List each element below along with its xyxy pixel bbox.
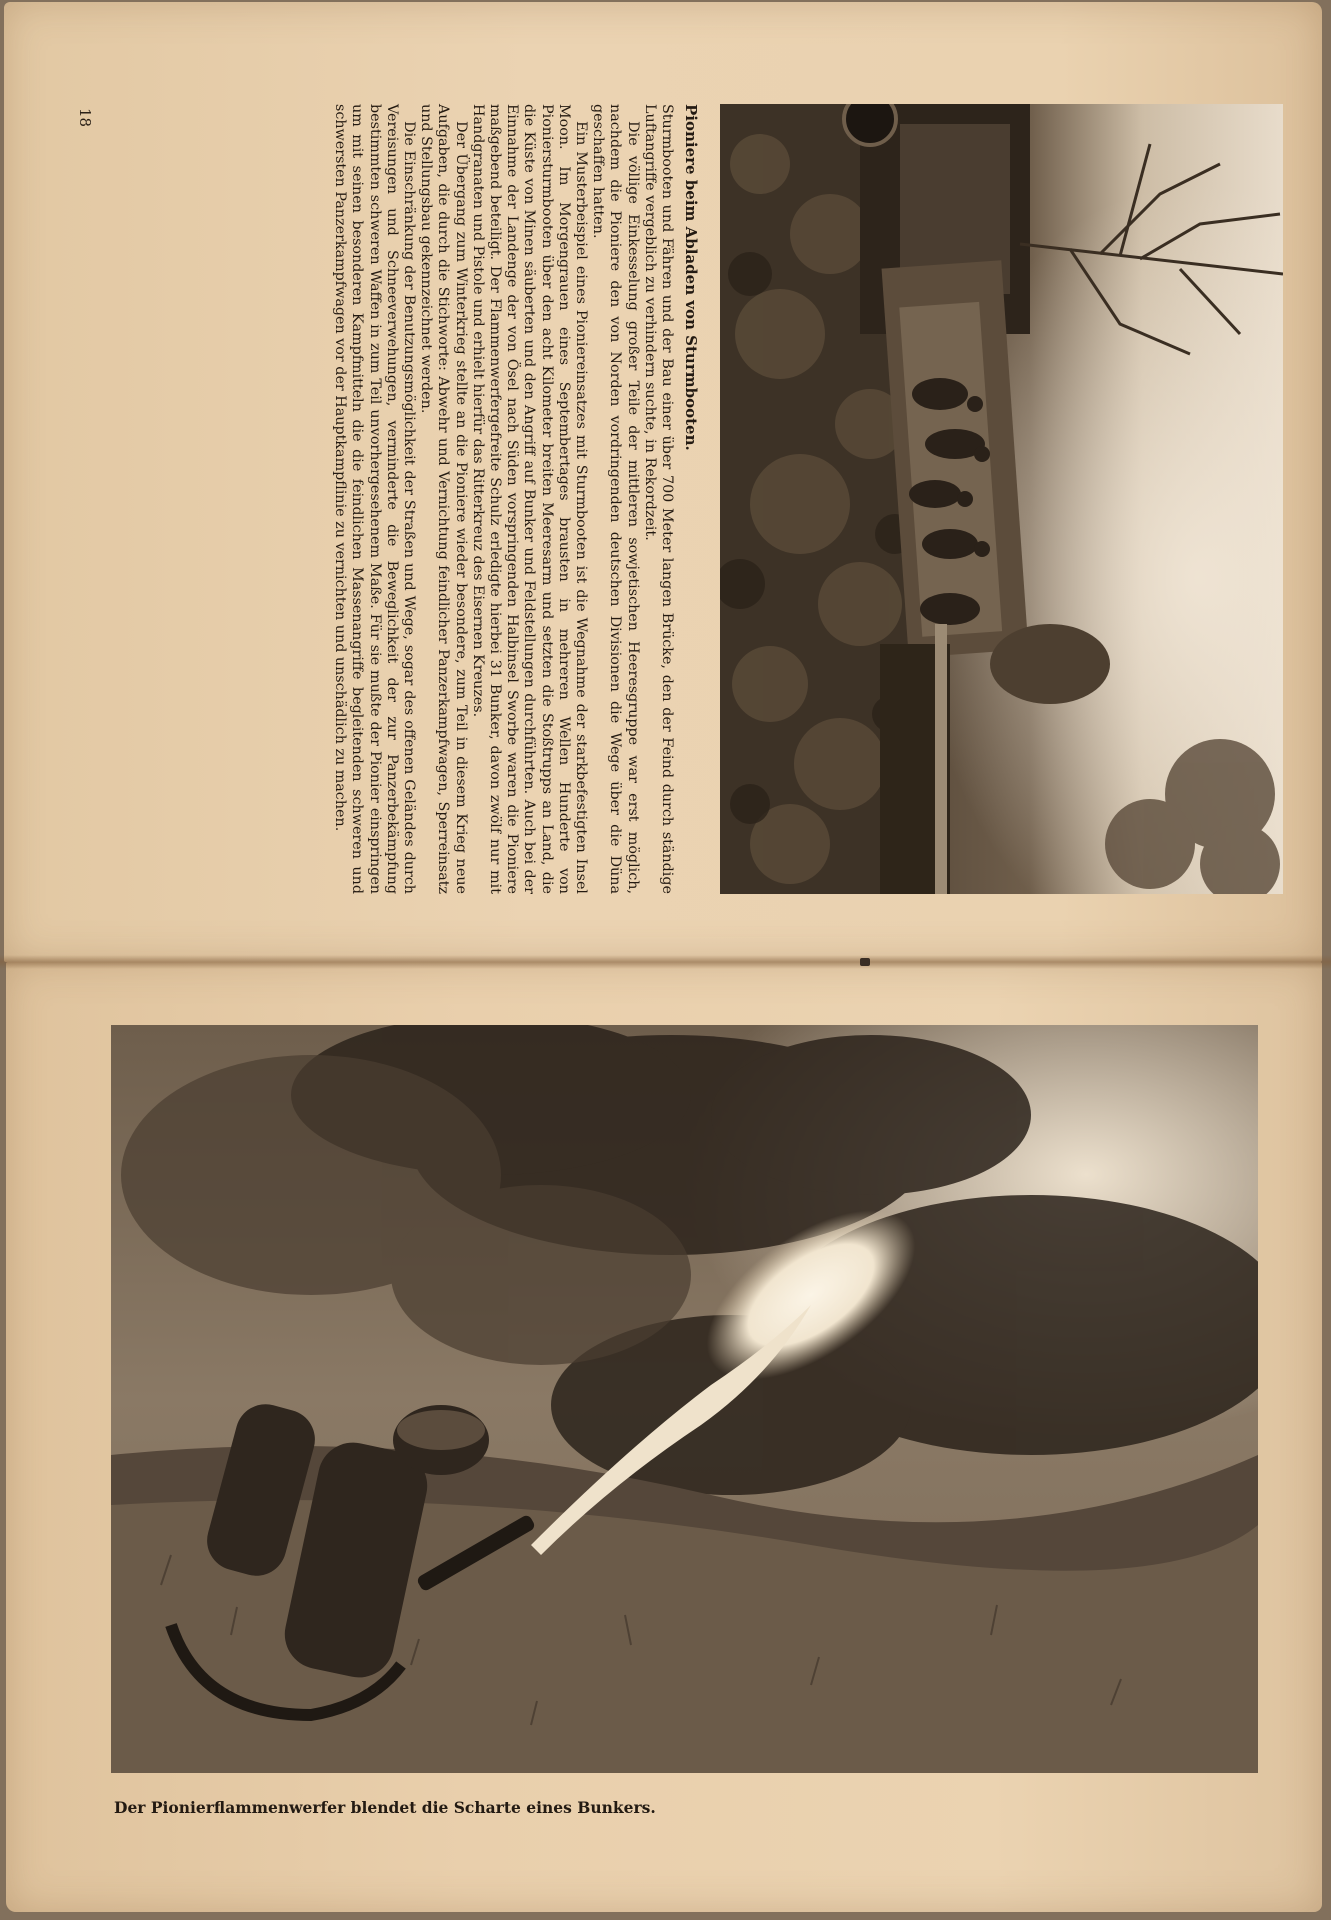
article-paragraph: Sturmbooten und Fähren und der Bau einer über 700 Meter langen Brücke, den der Feind durch ständige Luftangriffe vergeblich zu verhindern suchte, in Rekordzeit. (641, 104, 675, 894)
article-text-block (100, 104, 700, 894)
page-fold (0, 955, 1331, 969)
article-paragraph: Die völlige Einkesselung großer Teile der mittleren sowjetischen Heeresgruppe war erst möglich, nachdem die Pioniere den von Norden vordringenden deutschen Divisionen die Wege über die Düna geschaffen hatten. (590, 104, 641, 894)
photo-flamethrower (111, 1025, 1258, 1773)
article-paragraph: Die Einschränkung der Benutzungsmöglichkeit der Straßen und Wege, sogar des offenen Geländes durch Vereisungen und Schneeverwehungen, verminderte die Beweglichkeit der zur Panzerbekämpfung bestimmten schweren Waffen in zum Teil unvorhergesehenem Maße. Für sie mußte der Pionier einspringen um mit seinen besonderen Kampfmitteln die die feindlichen Massenangriffe begleitenden schweren und schwersten Panzerkampfwagen vor der Hauptkampflinie zu vernichten und unschädlich zu machen. (332, 104, 417, 894)
page-number: 18 (76, 108, 94, 128)
bottom-photo-caption: Der Pionierflammenwerfer blendet die Scharte eines Bunkers. (114, 1798, 656, 1817)
top-photo-caption: Pioniere beim Abladen von Sturmbooten. (682, 104, 700, 451)
article-paragraph: Der Übergang zum Winterkrieg stellte an die Pioniere wieder besondere, zum Teil in diesem Krieg neue Aufgaben, die durch die Stichworte: Abwehr und Vernichtung feindlicher Panzerkampfwagen, Sperreinsatz und Stellungsbau gekennzeichnet werden. (418, 104, 469, 894)
staple (860, 958, 870, 966)
photo-pioneers-unloading-boats (720, 104, 1283, 894)
article-paragraph: Ein Musterbeispiel eines Pioniereinsatzes mit Sturmbooten ist die Wegnahme der starkbefestigten Insel Moon. Im Morgengrauen eines Septembertages brausten in mehreren Wellen Hunderte von Pioniersturmbooten über den acht Kilometer breiten Meeresarm und setzten die Stoßtrupps an Land, die die Küste von Minen säuberten und den Angriff auf Bunker und Feldstellungen durchführten. Auch bei der Einnahme der Landenge der von Ösel nach Süden vorspringenden Halbinsel Sworbe waren die Pioniere maßgebend beteiligt. Der Flammenwerfergefreite Schulz erledigte hierbei 31 Bunker, davon zwölf nur mit Handgranaten und Pistole und erhielt hierfür das Ritterkreuz des Eisernen Kreuzes. (469, 104, 589, 894)
article-body (331, 104, 675, 894)
